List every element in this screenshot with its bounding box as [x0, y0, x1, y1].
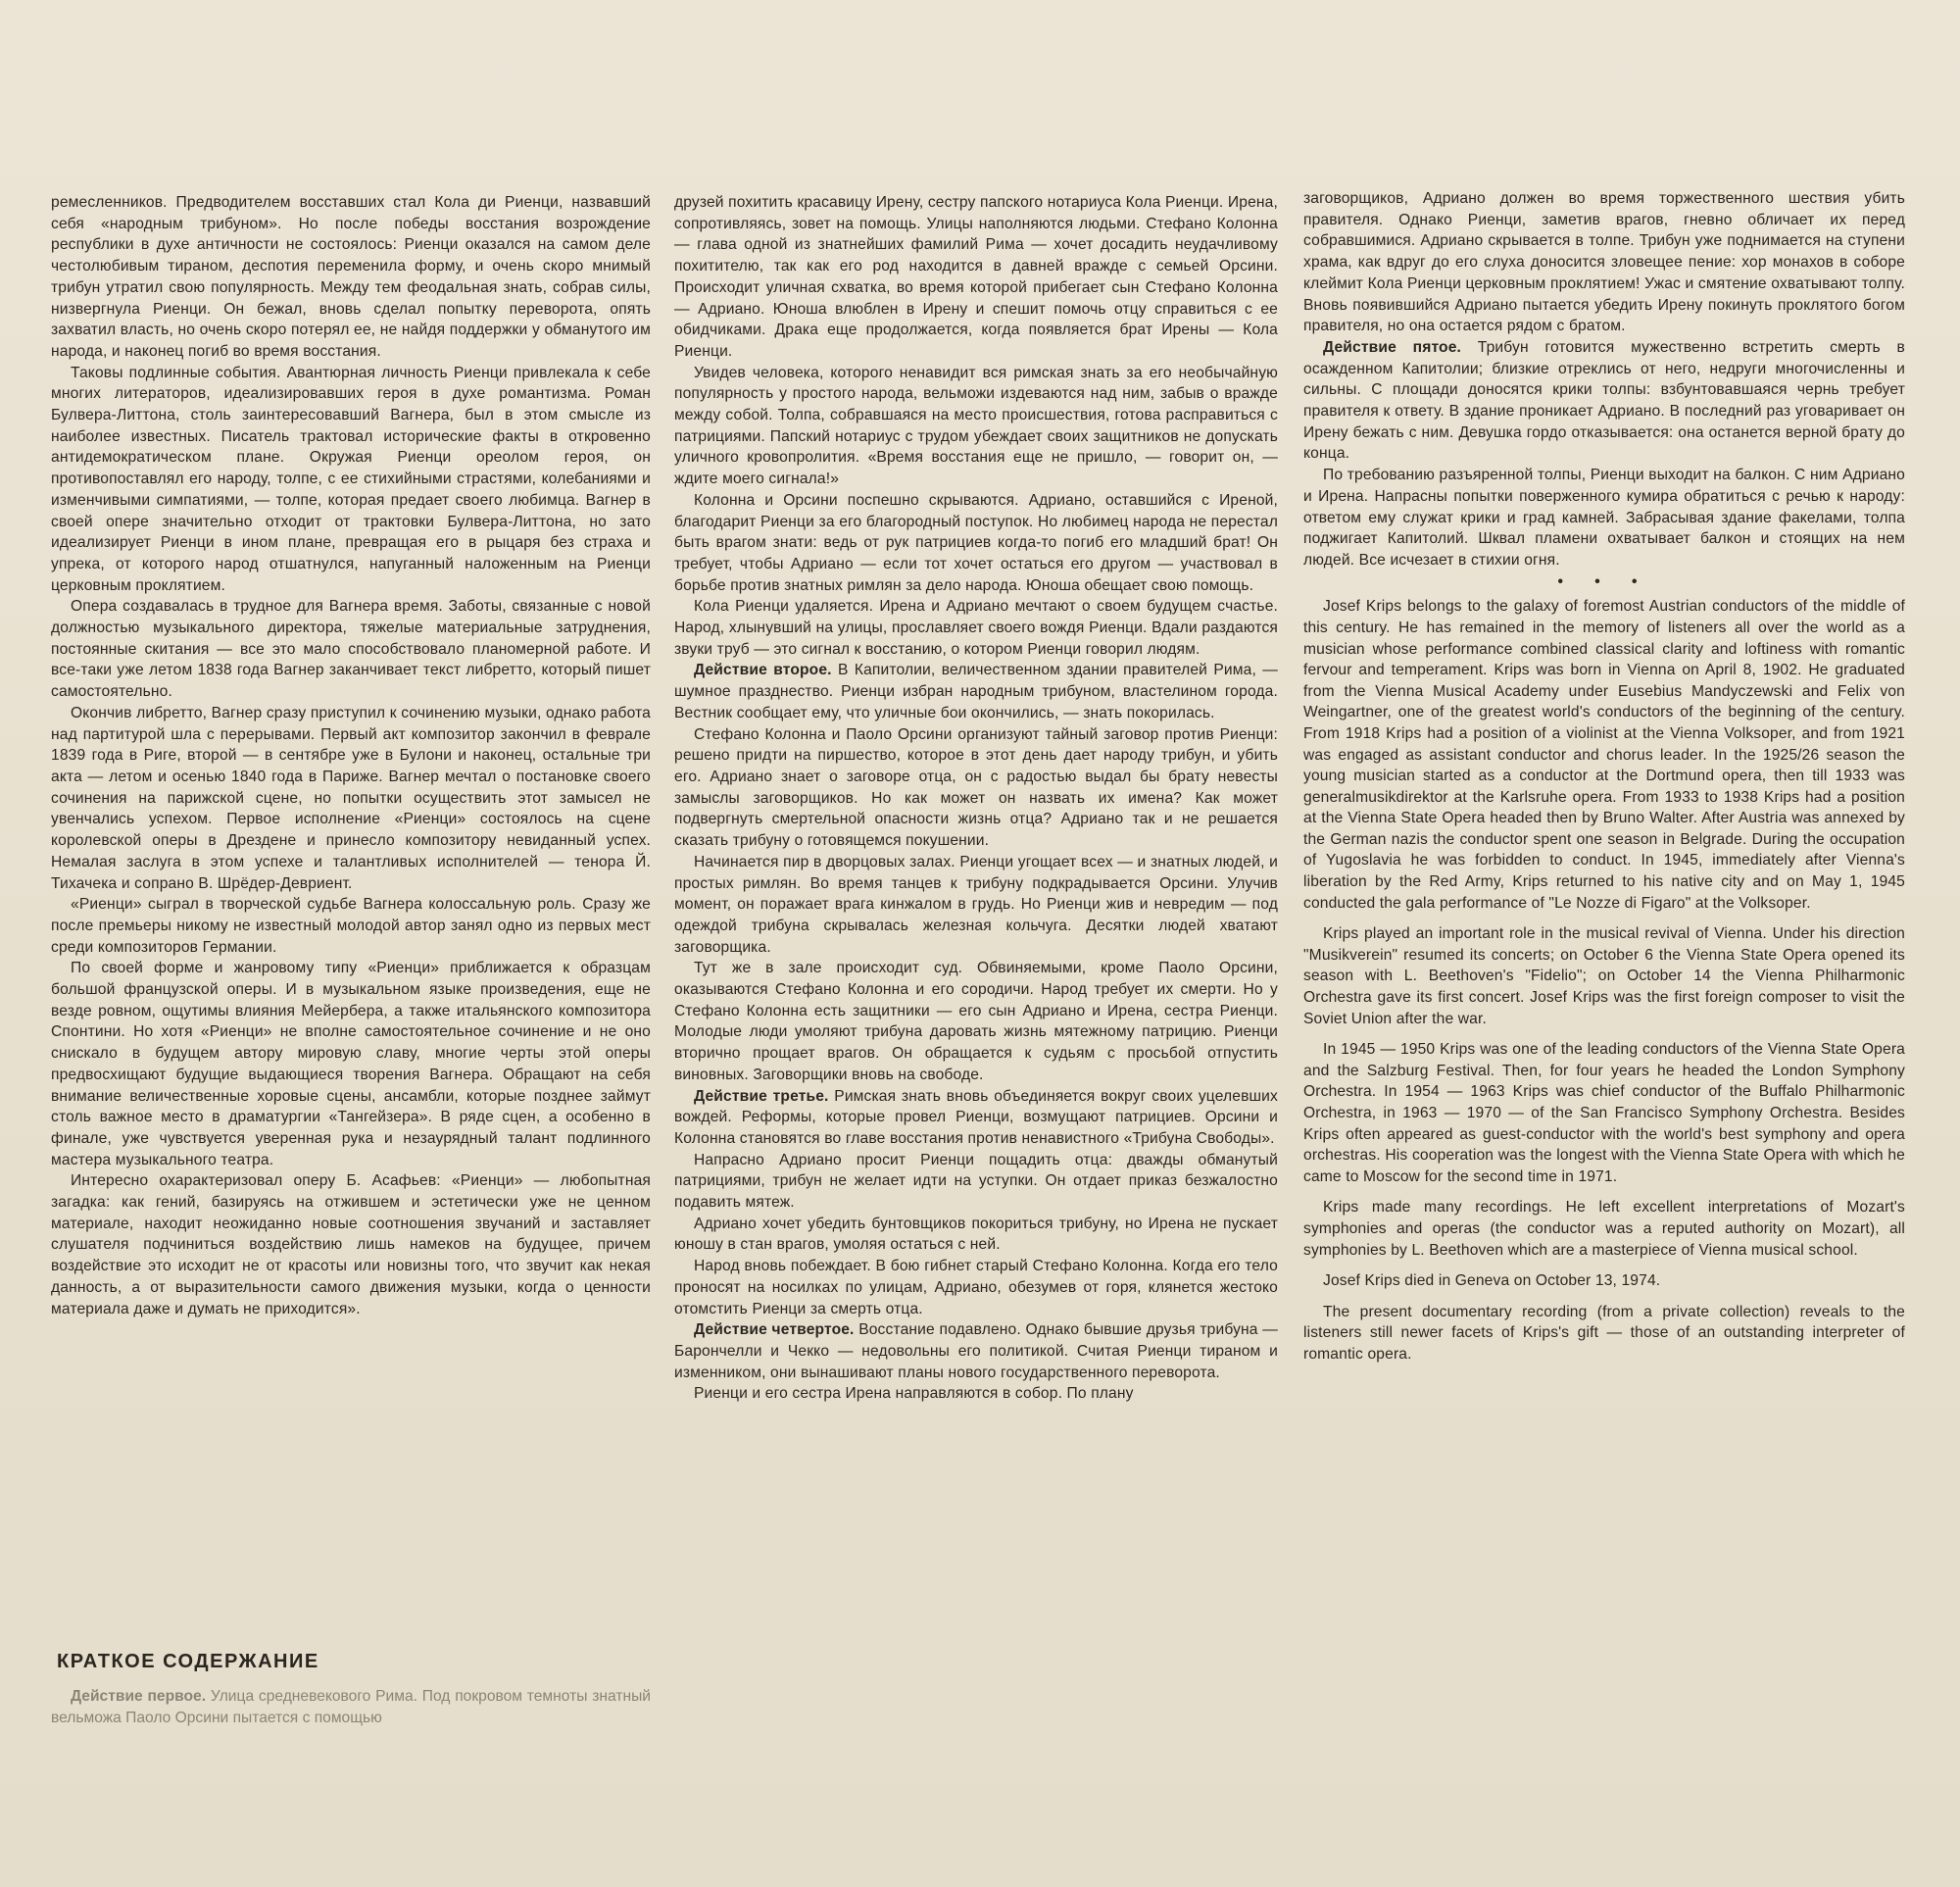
- act-label: Действие четвертое.: [694, 1321, 855, 1339]
- paragraph: По требованию разъяренной толпы, Риенци выходит на балкон. С ним Адриано и Ирена. Напрасны попытки поверженного кумира обратиться с речью к народу: ответом ему служат крики и град камней. Забрасывая здание факелами, толпа поджигает Капитолий. Шквал пламени охватывает балкон и стоящих на нем людей. Все исчезает в стихии огня.: [1303, 467, 1905, 569]
- paragraph: In 1945 — 1950 Krips was one of the leading conductors of the Vienna State Opera and the Salzburg Festival. Then, for four years he headed the London Symphony Orchestra. In 1954 — 1963 Krips was chief conductor of the Buffalo Philharmonic Orchestra, in 1963 — 1970 — of the San Francisco Symphony Orchestra. Besides Krips often appeared as guest-conductor with the world's best symphony and opera orchestras. His cooperation was the longest with the Vienna State Opera with which he came to Moscow for the second time in 1971.: [1303, 1041, 1905, 1185]
- act-label: Действие третье.: [694, 1087, 829, 1105]
- paragraph: друзей похитить красавицу Ирену, сестру папского нотариуса Кола Риенци. Ирена, сопротивляясь, зовет на помощь. Улицы наполняются людьми. Стефано Колонна — глава одной из знатнейших фамилий Рима — хочет досадить неудачливому похитителю, так как его род находится в давней вражде с семьей Орсини. Происходит уличная схватка, во время которой прибегает сын Стефано Колонна — Адриано. Юноша влюблен в Ирену и спешит помочь отцу справиться с ее обидчиками. Драка еще продолжается, когда появляется брат Ирены — Кола Риенци.: [674, 194, 1278, 360]
- act-label: Действие первое.: [71, 1688, 207, 1705]
- column-2: [674, 192, 1278, 1405]
- paragraph: [51, 1686, 651, 1728]
- act-text: Римская знать вновь объединяется вокруг своих уцелевших вождей. Реформы, которые провел Риенци, возмущают патрициев. Орсини и Колонна становятся во главе восстания против ненавистного «Трибуна Свободы».: [674, 1087, 1278, 1147]
- paragraph: [1303, 337, 1905, 465]
- paragraph: Таковы подлинные события. Авантюрная личность Риенци привлекала к себе многих литераторов, идеализировавших героя в духе романтизма. Роман Булвера-Литтона, столь заинтересовавший Вагнера, был в этом смысле из наиболее известных. Писатель трактовал исторические факты в откровенно антидемократическом плане. Окружая Риенци ореолом героя, он противопоставлял его народу, толпе, с ее стихийными страстями, колебаниями и изменчивыми симпатиями, — толпе, которая предает своего любимца. Вагнер в своей опере значительно отходит от трактовки Булвера-Литтона, но зато идеализирует Риенци в ином плане, превращая его в рыцаря без страха и упрека, от которого народ отшатнулся, напуганный наложенным на Риенци церковным проклятием.: [51, 364, 651, 594]
- act-text: Трибун готовится мужественно встретить смерть в осажденном Капитолии; близкие отреклись от него, недруги многочисленны и сильны. С площади доносятся крики толпы: взбунтовавшаяся чернь требует правителя к ответу. В здание проникает Адриано. В последний раз уговаривает он Ирену бежать с ним. Девушка гордо отказывается: она останется верной брату до конца.: [1303, 338, 1905, 463]
- paragraph: Кола Риенци удаляется. Ирена и Адриано мечтают о своем будущем счастье. Народ, хлынувший на улицы, прославляет своего вождя Риенци. Вдали раздаются звуки труб — это сигнал к восстанию, о котором Риенци говорил людям.: [674, 598, 1278, 658]
- act-text: Улица средневекового Рима. Под покровом темноты знатный вельможа Паоло Орсини пытается с помощью: [51, 1688, 651, 1726]
- paragraph: Увидев человека, которого ненавидит вся римская знать за его необычайную популярность у простого народа, вельможи издеваются над ним, забыв о вражде между собой. Толпа, собравшаяся на место происшествия, готова расправиться с патрициями. Папский нотариус с трудом убеждает своих защитников не допускать уличного кровопролития. «Время восстания еще не пришло, — говорит он, — ждите моего сигнала!»: [674, 364, 1278, 488]
- paragraph: Окончив либретто, Вагнер сразу приступил к сочинению музыки, однако работа над партитурой шла с перерывами. Первый акт композитор закончил в феврале 1839 года в Риге, второй — в сентябре уже в Булони и наконец, остальные три акта — летом и осенью 1840 года в Париже. Вагнер мечтал о постановке своего сочинения на парижской сцене, но попытки осуществить этот замысел не увенчались успехом. Первое исполнение «Риенци» состоялось на сцене королевской оперы в Дрездене и принесло композитору невиданный успех. Немалая заслуга в этом успехе и талантливых исполнителей — тенора Й. Тихачека и сопрано В. Шрёдер-Девриент.: [51, 704, 651, 892]
- summary-block: [51, 1686, 651, 1728]
- act-label: Действие второе.: [694, 662, 832, 679]
- paragraph: Тут же в зале происходит суд. Обвиняемыми, кроме Паоло Орсини, оказываются Стефано Колонна и его сородичи. Народ требует их смерти. Но у Стефано Колонна есть защитники — его сын Адриано и Ирена, сестра Риенци. Молодые люди умоляют трибуна даровать жизнь мятежному патрицию. Риенци вторично прощает врагов. Он обращается к судьям с просьбой отпустить виновных. Заговорщики вновь на свободе.: [674, 960, 1278, 1083]
- paragraph: Напрасно Адриано просит Риенци пощадить отца: дважды обманутый патрициями, трибун не желает идти на уступки. Он отдает приказ безжалостно подавить мятеж.: [674, 1151, 1278, 1212]
- paragraph: Josef Krips died in Geneva on October 13, 1974.: [1323, 1272, 1661, 1290]
- paragraph: Опера создавалась в трудное для Вагнера время. Заботы, связанные с новой должностью музыкального директора, тяжелые материальные затруднения, постоянные скитания — все это мало способствовало планомерной работе. И все-таки уже летом 1838 года Вагнер заканчивает текст либретто, который пишет самостоятельно.: [51, 598, 651, 701]
- paragraph: «Риенци» сыграл в творческой судьбе Вагнера колоссальную роль. Сразу же после премьеры никому не известный молодой автор занял одно из первых мест среди композиторов Германии.: [51, 896, 651, 956]
- paragraph: заговорщиков, Адриано должен во время торжественного шествия убить правителя. Однако Риенци, заметив врагов, гневно обличает их перед собравшимися. Адриано скрывается в толпе. Трибун уже поднимается на ступени храма, как вдруг до его слуха доносится зловещее пение: хор монахов в соборе клеймит Кола Риенци церковным проклятием! Ужас и смятение охватывают толпу. Вновь появившийся Адриано пытается убедить Ирену покинуть проклятого богом правителя, но она остается рядом с братом.: [1303, 190, 1905, 335]
- paragraph: Риенци и его сестра Ирена направляются в собор. По плану: [694, 1385, 1134, 1403]
- act-text: В Капитолии, величественном здании правителей Рима, — шумное празднество. Риенци избран народным трибуном, властелином города. Вестник сообщает ему, что уличные бои окончились, — знать покорилась.: [674, 662, 1278, 721]
- paragraph: Krips made many recordings. He left excellent interpretations of Mozart's symphonies and operas (the conductor was a reputed authority on Mozart), all symphonies by L. Beethoven which are a masterpiece of Vienna musical school.: [1303, 1199, 1905, 1259]
- paragraph: [674, 660, 1278, 723]
- column-1: [51, 192, 651, 1319]
- paragraph: [674, 1086, 1278, 1150]
- paragraph: Народ вновь побеждает. В бою гибнет старый Стефано Колонна. Когда его тело проносят на носилках по улицам, Адриано, обезумев от горя, клянется жестоко отомстить Риенци за смерть отца.: [674, 1258, 1278, 1317]
- english-text: [1303, 596, 1905, 1365]
- section-separator: • • •: [1557, 572, 1651, 590]
- paragraph: Стефано Колонна и Паоло Орсини организуют тайный заговор против Риенци: решено придти на пиршество, которое в этот день дает народу трибун, и убить его. Адриано знает о заговоре отца, он с радостью выдал бы брату невесты замыслы заговорщиков. Но как может он назвать их имена? Как может подвергнуть смертельной опасности жизнь отца? Адриано так и не решается сказать трибуну о готовящемся покушении.: [674, 725, 1278, 850]
- paragraph: Krips played an important role in the musical revival of Vienna. Under his direction "Musikverein" resumed its concerts; on October 6 the Vienna State Opera opened its season with L. Beethoven's "Fidelio"; on October 14 the Vienna Philharmonic Orchestra gave its first concert. Josef Krips was the first foreign composer to visit the Soviet Union after the war.: [1303, 925, 1905, 1027]
- paragraph: Начинается пир в дворцовых залах. Риенци угощает всех — и знатных людей, и простых римлян. Во время танцев к трибуну подкрадывается Орсини. Улучив момент, он поражает врага кинжалом в грудь. Но Риенци жив и невредим — под одеждой трибуна скрывалась железная кольчуга. Десятки людей хватают заговорщика.: [674, 853, 1278, 956]
- paragraph: [674, 1319, 1278, 1383]
- paragraph: По своей форме и жанровому типу «Риенци» приближается к образцам большой французской оперы. И в музыкальном языке произведения, еще не везде ровном, ощутимы влияния Мейербера, а также итальянского композитора Спонтини. Но хотя «Риенци» не вполне самостоятельное сочинение и не оно снискало в будущем автору мировую славу, многие черты этой оперы предвосхищают будущие выдающиеся творения Вагнера. Обращают на себя внимание величественные хоровые сцены, ансамбли, которые позднее займут столь важное место в драматургии «Тангейзера». В ряде сцен, а особенно в финале, уже чувствуется уверенная рука и незаурядный талант подлинного мастера музыкального театра.: [51, 960, 651, 1168]
- paragraph: Адриано хочет убедить бунтовщиков покориться трибуну, но Ирена не пускает юношу в стан врагов, умоляя остаться с ней.: [674, 1215, 1278, 1254]
- paragraph: The present documentary recording (from a private collection) reveals to the listeners still newer facets of Krips's gift — those of an outstanding interpreter of romantic opera.: [1303, 1303, 1905, 1363]
- column-3: [1303, 188, 1905, 1375]
- paragraph: Колонна и Орсини поспешно скрываются. Адриано, оставшийся с Иреной, благодарит Риенци за его благородный поступок. Но любимец народа не перестал быть врагом знати: ведь от рук патрициев когда-то погиб его младший брат! Он требует, чтобы Адриано — если тот хочет остаться его другом — участвовал в борьбе против знатных римлян за дело народа. Юноша обещает свою помощь.: [674, 491, 1278, 594]
- paragraph: Josef Krips belongs to the galaxy of foremost Austrian conductors of the middle of this century. He has remained in the memory of listeners all over the world as a musician whose performance combined classical clarity and loftiness with romantic fervour and temperament. Krips was born in Vienna on April 8, 1902. He graduated from the Vienna Musical Academy under Eusebius Mandyczewski and Felix von Weingartner, one of the greatest world's conductors of the beginning of the century. From 1918 Krips had a position of a violinist at the Vienna Volksoper, and from 1921 was engaged as assistant conductor and chorus leader. In the 1925/26 season the young musician started as a conductor at the Dortmund opera, then till 1933 was generalmusikdirektor at the Karlsruhe opera. From 1933 to 1938 Krips had a position at the Vienna State Opera headed then by Bruno Walter. After Austria was annexed by the German nazis the conductor spent one season in Belgrade. During the occupation of Yugoslavia he was forbidden to conduct. In 1945, immediately after Vienna's liberation by the Red Army, Krips returned to his native city and on May 1, 1945 conducted the gala performance of "Le Nozze di Figaro" at the Volksoper.: [1303, 598, 1905, 912]
- paragraph: ремесленников. Предводителем восставших стал Кола ди Риенци, назвавший себя «народным трибуном». Но после победы восстания возрождение республики в духе античности не состоялось: Риенци оказался на самом деле честолюбивым тираном, деспотия переменила форму, и очень скоро мнимый трибун утратил свою популярность. Между тем феодальная знать, собрав силы, низвергнула Риенци. Он бежал, вновь сделал попытку переворота, опять захватил власть, но очень скоро потерял ее, не найдя поддержки у обманутого им народа, и наконец погиб во время восстания.: [51, 194, 651, 360]
- paragraph: Интересно охарактеризовал оперу Б. Асафьев: «Риенци» — любопытная загадка: как гений, базируясь на отжившем и эстетически уже не ценном материале, находит неожиданно новые соотношения звучаний и заставляет слушателя подчиниться воздействию лишь намеков на будущее, причем воздействие это исходит не от красоты или новизны того, что звучит как некая данность, а от выразительности самого движения музыки, когда о ценности материала даже и думать не приходится».: [51, 1172, 651, 1317]
- summary-heading: КРАТКОЕ СОДЕРЖАНИЕ: [57, 1651, 319, 1672]
- act-label: Действие пятое.: [1323, 338, 1462, 356]
- act-text: Восстание подавлено. Однако бывшие друзья трибуна — Барончелли и Чекко — недовольны его политикой. Считая Риенци тираном и изменником, они вынашивают планы нового государственного переворота.: [674, 1321, 1278, 1381]
